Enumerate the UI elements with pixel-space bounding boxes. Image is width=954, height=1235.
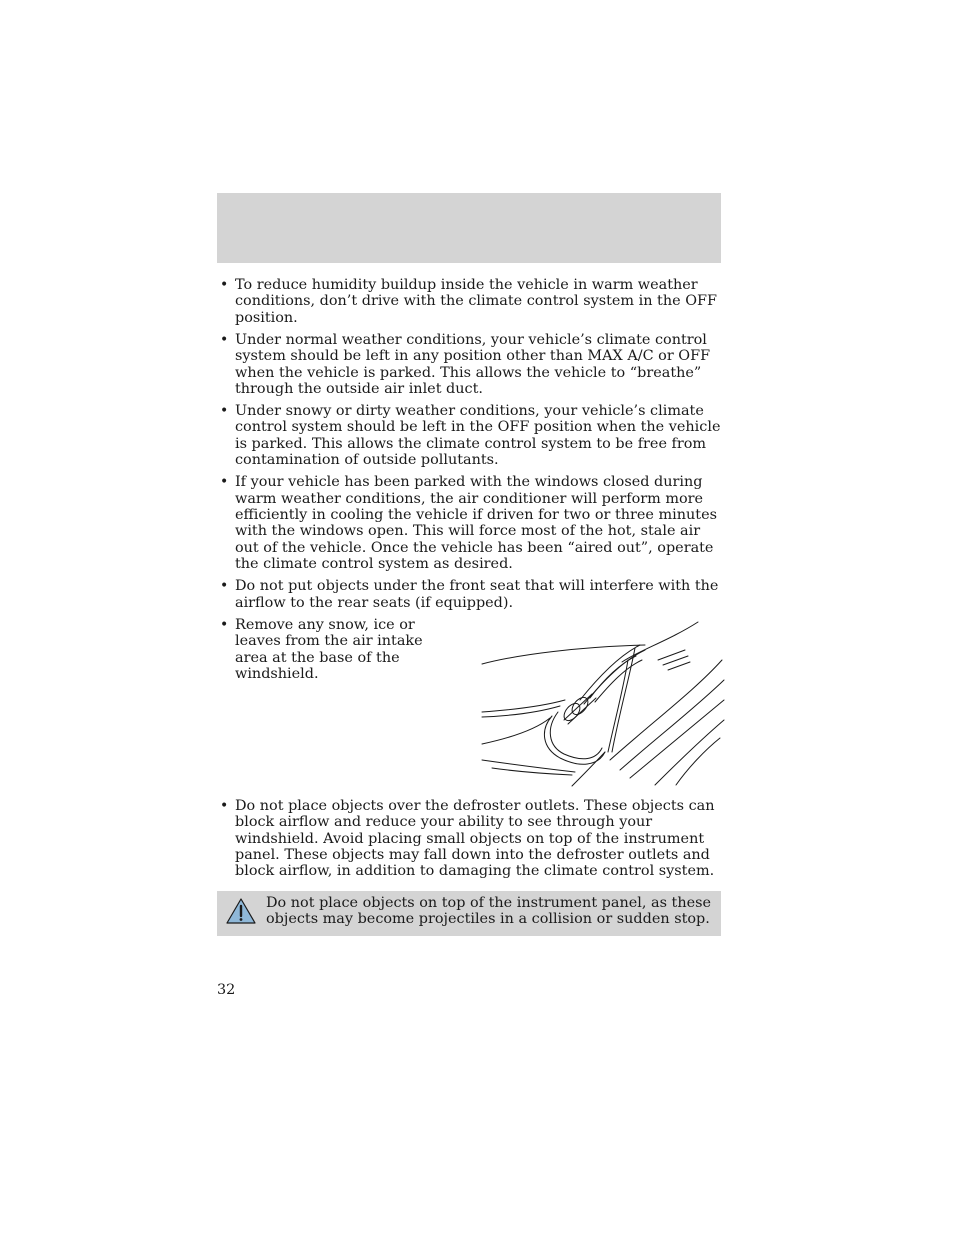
windshield-air-intake-illustration (480, 620, 725, 788)
bullet-marker: • (220, 277, 229, 293)
list-item (217, 332, 721, 398)
bullet-marker: • (220, 797, 229, 814)
warning-triangle-icon (225, 897, 257, 925)
bullet-text: Under normal weather conditions, your vehicle’s climate control system should be left in any position other than MAX A/C or OFF when the vehicle is parked. This allows the vehicle to “breathe” through the outside air inlet duct. (235, 331, 711, 398)
section-header-band (217, 193, 721, 263)
warning-box (217, 891, 721, 936)
bullet-list (217, 277, 721, 885)
bullet-text: Under snowy or dirty weather conditions, your vehicle’s climate control system should be left in the OFF position when the vehicle is parked. This allows the climate control system to be free from contamination of outside pollutants. (235, 403, 721, 469)
bullet-marker: • (220, 578, 229, 595)
bullet-marker: • (220, 616, 229, 633)
list-item (217, 578, 721, 611)
list-item (217, 277, 721, 326)
warning-text: Do not place objects on top of the instrument panel, as these objects may become projectiles in a collision or sudden stop. (266, 895, 712, 928)
bullet-text: If your vehicle has been parked with the windows closed during warm weather conditions, the air conditioner will perform more efficiently in cooling the vehicle if driven for two or three minutes with the windows open. This will force most of the hot, stale air out of the vehicle. Once the vehicle has been “aired out”, operate the climate control system as desired. (235, 474, 717, 573)
page-number: 32 (217, 982, 236, 998)
list-item (217, 798, 721, 880)
bullet-marker: • (220, 474, 229, 491)
bullet-text: Do not place objects over the defroster outlets. These objects can block airflow and reduce your ability to see through your windshield. Avoid placing small objects on top of the instrument panel. These objects may fall down into the defroster outlets and block airflow, in addition to damaging the climate control system. (235, 797, 715, 880)
bullet-text: To reduce humidity buildup inside the vehicle in warm weather conditions, don’t drive with the climate control system in the OFF position. (235, 277, 717, 326)
list-item (217, 474, 721, 572)
bullet-marker: • (220, 403, 229, 420)
list-item (217, 403, 721, 469)
bullet-marker: • (220, 331, 229, 348)
bullet-text: Remove any snow, ice or leaves from the air intake area at the base of the windshield. (235, 616, 423, 682)
bullet-text: Do not put objects under the front seat that will interfere with the airflow to the rear seats (if equipped). (235, 578, 719, 611)
